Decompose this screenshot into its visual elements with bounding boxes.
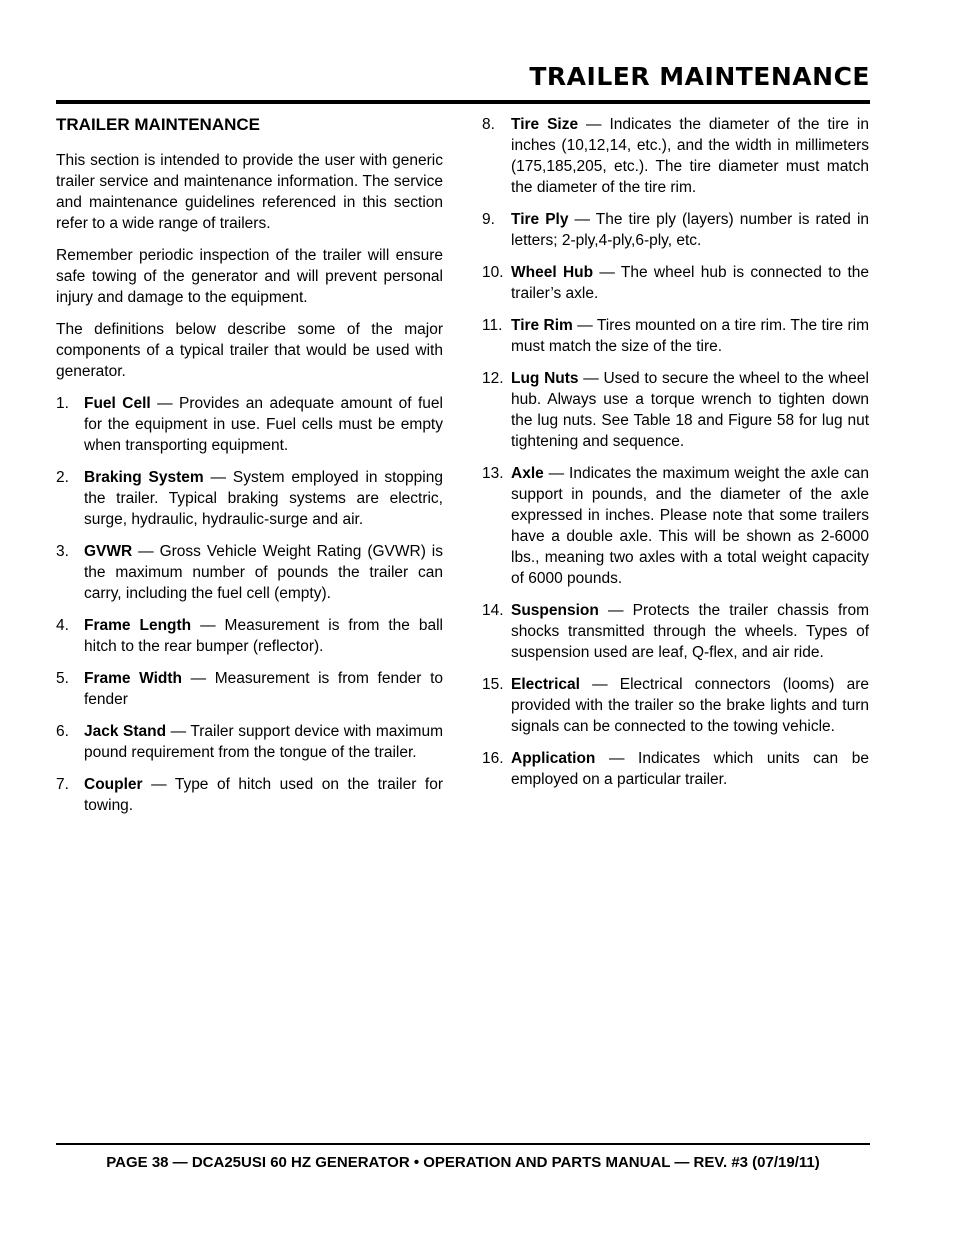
list-item (482, 114, 869, 198)
item-description: — Indicates which units can be employed on a particular trailer. (511, 750, 869, 788)
item-term: Frame Length (84, 617, 192, 634)
item-number: 7. (56, 776, 69, 793)
item-term: GVWR (84, 543, 133, 560)
page-header-title: TRAILER MAINTENANCE (529, 62, 870, 91)
list-item (482, 315, 869, 357)
item-description: — Provides an adequate amount of fuel for the equipment in use. Fuel cells must be empty when transporting equipment. (84, 395, 443, 454)
list-item (56, 774, 443, 816)
list-item (56, 615, 443, 657)
item-number: 10. (482, 264, 504, 281)
item-term: Lug Nuts (511, 370, 579, 387)
list-item (482, 748, 869, 790)
item-term: Jack Stand (84, 723, 167, 740)
item-description: — Measurement is from fender to fender (84, 670, 443, 708)
item-description: — Gross Vehicle Weight Rating (GVWR) is the maximum number of pounds the trailer can carry, including the fuel cell (empty). (84, 543, 443, 602)
item-number: 13. (482, 465, 504, 482)
list-item (56, 467, 443, 530)
item-number: 2. (56, 469, 69, 486)
list-item (482, 600, 869, 663)
item-term: Axle (511, 465, 544, 482)
item-description: — Indicates the maximum weight the axle can support in pounds, and the diameter of the axle expressed in inches. Please note that some trailers have a double axle. This will be shown as 2-6000 lbs., meaning two axles with a total weight capacity of 6000 pounds. (511, 465, 869, 587)
item-number: 5. (56, 670, 69, 687)
item-term: Coupler (84, 776, 143, 793)
item-number: 14. (482, 602, 504, 619)
item-description: — The wheel hub is connected to the trailer’s axle. (511, 264, 869, 302)
item-term: Tire Size (511, 116, 579, 133)
item-description: — Measurement is from the ball hitch to the rear bumper (reflector). (84, 617, 443, 655)
list-item (482, 368, 869, 452)
item-number: 11. (482, 317, 503, 334)
item-description: — System employed in stopping the trailer. Typical braking systems are electric, surge, hydraulic, hydraulic-surge and air. (84, 469, 443, 528)
item-description: — The tire ply (layers) number is rated in letters; 2-ply,4-ply,6-ply, etc. (511, 211, 870, 249)
list-item (56, 668, 443, 710)
intro-paragraph: This section is intended to provide the user with generic trailer service and maintenance information. The service and maintenance guidelines referenced in this section refer to a wide range of trailers. (56, 152, 443, 232)
item-number: 4. (56, 617, 69, 634)
page-footer: PAGE 38 — DCA25USI 60 HZ GENERATOR • OPERATION AND PARTS MANUAL — REV. #3 (07/19/11) (106, 1154, 820, 1171)
item-number: 1. (56, 395, 69, 412)
item-term: Wheel Hub (511, 264, 594, 281)
definitions-paragraph: The definitions below describe some of the major components of a typical trailer that would be used with generator. (56, 321, 443, 380)
list-item (482, 674, 869, 737)
item-number: 8. (482, 116, 495, 133)
item-term: Electrical (511, 676, 580, 693)
item-term: Tire Rim (511, 317, 573, 334)
item-term: Braking System (84, 469, 204, 486)
item-term: Application (511, 750, 596, 767)
item-number: 12. (482, 370, 504, 387)
left-column (56, 114, 443, 827)
definitions-list-right (482, 114, 869, 790)
list-item (56, 393, 443, 456)
footer-divider (56, 1143, 870, 1145)
section-title: TRAILER MAINTENANCE (56, 115, 260, 134)
item-number: 16. (482, 750, 504, 767)
header-divider (56, 100, 870, 104)
item-description: — Electrical connectors (looms) are provided with the trailer so the brake lights and turn signals can be connected to the towing vehicle. (511, 676, 869, 735)
list-item (482, 262, 869, 304)
list-item (482, 463, 869, 589)
definitions-list-left (56, 393, 443, 816)
right-column (482, 114, 869, 801)
list-item (56, 541, 443, 604)
item-number: 3. (56, 543, 69, 560)
list-item (482, 209, 869, 251)
item-number: 9. (482, 211, 495, 228)
inspection-paragraph: Remember periodic inspection of the trailer will ensure safe towing of the generator and will prevent personal injury and damage to the equipment. (56, 247, 443, 306)
item-number: 15. (482, 676, 504, 693)
item-number: 6. (56, 723, 69, 740)
item-description: — Tires mounted on a tire rim. The tire rim must match the size of the tire. (511, 317, 869, 355)
item-term: Fuel Cell (84, 395, 151, 412)
item-term: Tire Ply (511, 211, 569, 228)
item-description: — Protects the trailer chassis from shocks transmitted through the wheels. Types of suspension used are leaf, Q-flex, and air ride. (511, 602, 869, 661)
item-description: — Trailer support device with maximum pound requirement from the tongue of the trailer. (84, 723, 443, 761)
list-item (56, 721, 443, 763)
item-description: — Used to secure the wheel to the wheel hub. Always use a torque wrench to tighten down the lug nuts. See Table 18 and Figure 58 for lug nut tightening and sequence. (511, 370, 869, 450)
item-term: Frame Width (84, 670, 183, 687)
item-term: Suspension (511, 602, 599, 619)
item-description: — Indicates the diameter of the tire in inches (10,12,14, etc.), and the width in millimeters (175,185,205, etc.). The tire diameter must match the diameter of the tire rim. (511, 116, 869, 196)
item-description: — Type of hitch used on the trailer for towing. (84, 776, 443, 814)
